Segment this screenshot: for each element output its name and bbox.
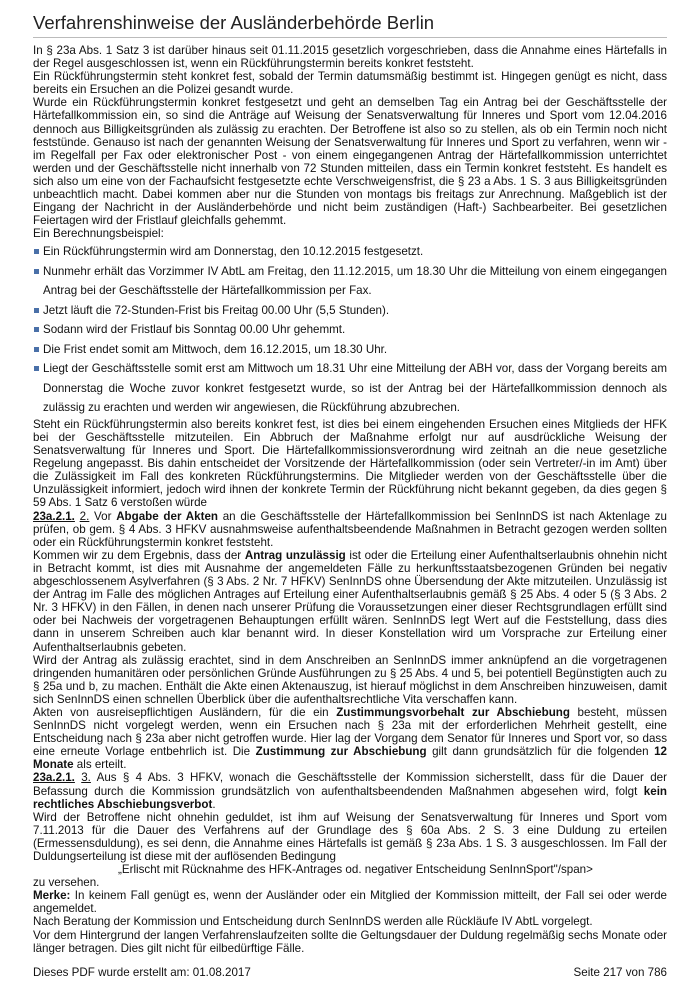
document-page <box>33 10 667 955</box>
condition-quote: „Erlischt mit Rücknahme des HFK-Antrages od. negativer Entscheidung SenInnSport"/span> <box>118 863 593 877</box>
square-bullet-icon <box>34 327 39 332</box>
paragraph: Kommen wir zu dem Ergebnis, dass der Antrag unzulässig ist oder die Erteilung einer Aufenthaltserlaubnis ohnehin nicht in Betracht kommt, ist dies mit Ausnahme der angemeldeten Fälle zu herkunftsstaatsbezogenen Gründen bei negativ abgeschlossenem Asylverfahren (§ 3 Abs. 2 Nr. 7 HFKV) SenInnDS ohne Übersendung der Akte mitzuteilen. Unzulässig ist der Antrag im Falle des möglichen Antrages auf Erteilung einer Aufenthaltserlaubnis gemäß § 25 Abs. 4 oder 5 (§ 3 Abs. 2 Nr. 3 HFKV) in den Fällen, in denen nach unserer Prüfung die Voraussetzungen einer dieser Rechtsgrundlagen erfüllt sind oder bei Nachweis der vorgetragenen Behauptungen erfüllt wären. SenInnDS legt Wert auf die Feststellung, dass dies dann in unserem Schreiben auch klar benannt wird. In dieser Konstellation wird um Vorsprache zur Erteilung einer Aufenthaltserlaubnis gebeten. <box>33 548 667 654</box>
paragraph: In § 23a Abs. 1 Satz 3 ist darüber hinaus seit 01.11.2015 gesetzlich vorgeschrieben, dass die Annahme eines Härtefalls in der Regel ausgeschlossen ist, wenn ein Rückführungstermin bereits konkret feststeht. <box>33 44 667 71</box>
page-title: Verfahrenshinweise der Ausländerbehörde Berlin <box>33 10 667 38</box>
paragraph: zu versehen. <box>33 876 100 890</box>
section-reference: 23a.2.1. <box>33 771 75 785</box>
list-item: Die Frist endet somit am Mittwoch, dem 16.12.2015, um 18.30 Uhr. <box>33 340 667 360</box>
section-23a-2-1-3: 23a.2.1. 3. Aus § 4 Abs. 3 HFKV, wonach die Geschäftsstelle der Kommission sicherstellt, dass für die Dauer der Befassung durch die Kommission grundsätzlich von aufenthaltsbeendenden Maßnahmen abgesehen wird, folgt kein rechtliches Abschiebungsverbot. <box>33 771 667 811</box>
calculation-example-list <box>33 242 667 418</box>
paragraph: Wird der Betroffene nicht ohnehin geduldet, ist ihm auf Weisung der Senatsverwaltung für Inneres und Sport vom 7.11.2013 für die Dauer des Verfahrens auf der Grundlage des § 60a Abs. 2 S. 3 eine Duldung zu erteilen (Ermessensduldung), es sei denn, die Annahme eines Härtefalls ist gemäß § 23a Abs. 1 S. 3 ausgeschlossen. Im Fall der Duldungserteilung ist diese mit der auflösenden Bedingung <box>33 810 667 863</box>
paragraph: Akten von ausreisepflichtigen Ausländern, für die ein Zustimmungsvorbehalt zur Abschiebung besteht, müssen SenInnDS nicht vorgelegt werden, wenn ein Ersuchen nach § 23a mit der erforderlichen Mehrheit gestellt, eine Entscheidung nach § 23a aber nicht getroffen wurde. Hier lag der Vorgang dem Senator für Inneres und Sport vor, so dass eine erneute Vorlage entbehrlich ist. Die Zustimmung zur Abschiebung gilt dann grundsätzlich für die folgenden 12 Monate als erteilt. <box>33 705 667 772</box>
square-bullet-icon <box>34 347 39 352</box>
paragraph: Vor dem Hintergrund der langen Verfahrenslaufzeiten sollte die Geltungsdauer der Duldung regelmäßig sechs Monate oder länger betragen. Dies gilt nicht für eilbedürftige Fälle. <box>33 928 667 955</box>
square-bullet-icon <box>34 249 39 254</box>
note-paragraph: Merke: In keinem Fall genügt es, wenn der Ausländer oder ein Mitglied der Kommission mitteilt, der Fall sei oder werde angemeldet. <box>33 889 667 916</box>
section-number: 2. <box>79 509 90 523</box>
section-number: 3. <box>81 771 91 785</box>
list-item: Liegt der Geschäftsstelle somit erst am Mittwoch um 18.31 Uhr eine Mitteilung der ABH vor, dass der Vorgang bereits am Donnerstag die Woche zuvor konkret festgesetzt wurde, so ist der Antrag bei der Härtefallkommission dennoch als zulässig zu erachten und werden wir angewiesen, die Rückführung abzubrechen. <box>33 359 667 418</box>
creation-date: Dieses PDF wurde erstellt am: 01.08.2017 <box>33 966 251 979</box>
paragraph: Ein Rückführungstermin steht konkret fest, sobald der Termin datumsmäßig bestimmt ist. Hingegen genügt es nicht, dass bereits ein Ersuchen an die Polizei gesandt wurde. <box>33 70 667 97</box>
list-item: Ein Rückführungstermin wird am Donnerstag, den 10.12.2015 festgesetzt. <box>33 242 667 262</box>
square-bullet-icon <box>34 308 39 313</box>
list-item: Jetzt läuft die 72-Stunden-Frist bis Freitag 00.00 Uhr (5,5 Stunden). <box>33 301 667 321</box>
paragraph: Wird der Antrag als zulässig erachtet, sind in dem Anschreiben an SenInnDS immer anknüpfend an die vorgetragenen dringenden humanitären oder persönlichen Gründe Ausführungen zu § 25 Abs. 4 und 5, bei potentiell Begünstigten auch zu § 25a und b, zu machen. Enthält die Akte einen Aktenauszug, ist hierauf möglichst in dem Anschreiben hinzuweisen, damit sich SenInnDS einen schnellen Überblick über die aufenthaltsrechtliche Vita verschaffen kann. <box>33 653 667 706</box>
paragraph: Steht ein Rückführungstermin also bereits konkret fest, ist dies bei einem eingehenden Ersuchen eines Mitglieds der HFK bei der Geschäftsstelle mitzuteilen. Ein Abbruch der Maßnahme erfolgt nur auf ausdrückliche Weisung der Senatsverwaltung für Inneres und Sport. Die Härtefallkommissionsverordnung wird zeitnah an die neue gesetzliche Regelung angepasst. Bis dahin entscheidet der Vorsitzende der Härtefallkommission (oder sein Vertreter/-in im Amt) über die Zulässigkeit im Fall des konkreten Rückführungstermins. Die Mitglieder werden von der Geschäftsstelle über die Unzulässigkeit informiert, jedoch wird ihnen der konkrete Termin der Rückführung nicht bekannt gegeben, da dies gegen § 59 Abs. 1 Satz 6 verstoßen würde <box>33 417 667 510</box>
paragraph: Ein Berechnungsbeispiel: <box>33 227 164 241</box>
list-item: Sodann wird der Fristlauf bis Sonntag 00.00 Uhr gehemmt. <box>33 320 667 340</box>
list-item: Nunmehr erhält das Vorzimmer IV AbtL am Freitag, den 11.12.2015, um 18.30 Uhr die Mitteilung von einem eingegangen Antrag bei der Geschäftsstelle der Härtefallkommission per Fax. <box>33 262 667 301</box>
paragraph: Nach Beratung der Kommission und Entscheidung durch SenInnDS werden alle Rückläufe IV AbtL vorgelegt. <box>33 915 593 929</box>
square-bullet-icon <box>34 366 39 371</box>
section-23a-2-1-2: 23a.2.1. 2. Vor Abgabe der Akten an die Geschäftsstelle der Härtefallkommission bei SenInnDS ist nach Aktenlage zu prüfen, ob gem. § 4 Abs. 3 HFKV ausnahmsweise aufenthaltsbeendende Maßnahmen in Betracht gezogen werden sollten oder ein Rückführungstermin konkret feststeht. <box>33 509 667 549</box>
section-reference: 23a.2.1. <box>33 509 75 523</box>
page-number: Seite 217 von 786 <box>573 966 667 979</box>
square-bullet-icon <box>34 269 39 274</box>
paragraph: Wurde ein Rückführungstermin konkret festgesetzt und geht an demselben Tag ein Antrag bei der Geschäftsstelle der Härtefallkommission ein, so sind die Anträge auf Weisung der Senatsverwaltung für Inneres und Sport vom 12.04.2016 dennoch aus Billigkeitsgründen als zulässig zu erachten. Der Betroffene ist also so zu stellen, als ob ein Termin noch nicht feststünde. Genauso ist nach der genannten Weisung der Senatsverwaltung für Inneres und Sport zu verfahren, wenn wir - im Regelfall per Fax oder elektronischer Post - von einem eingegangenen Antrag der Härtefallkommission unterrichtet werden und der Geschäftsstelle nicht innerhalb von 72 Stunden mitteilen, dass ein Termin konkret feststeht. Es handelt es sich also um eine von der Fachaufsicht festgesetzte echte Verschweigensfrist, die § 23 a Abs. 1 S. 3 aus Billigkeitsgründen unbeachtlich macht. Dabei kommen aber nur die Stunden von montags bis freitags zur Anrechnung. Maßgeblich ist der Eingang der Nachricht in der Ausländerbehörde und nicht beim zuständigen (Haft-) Sachbearbeiter. Bei gesetzlichen Feiertagen wird der Fristlauf gleichfalls gehemmt. <box>33 96 667 228</box>
